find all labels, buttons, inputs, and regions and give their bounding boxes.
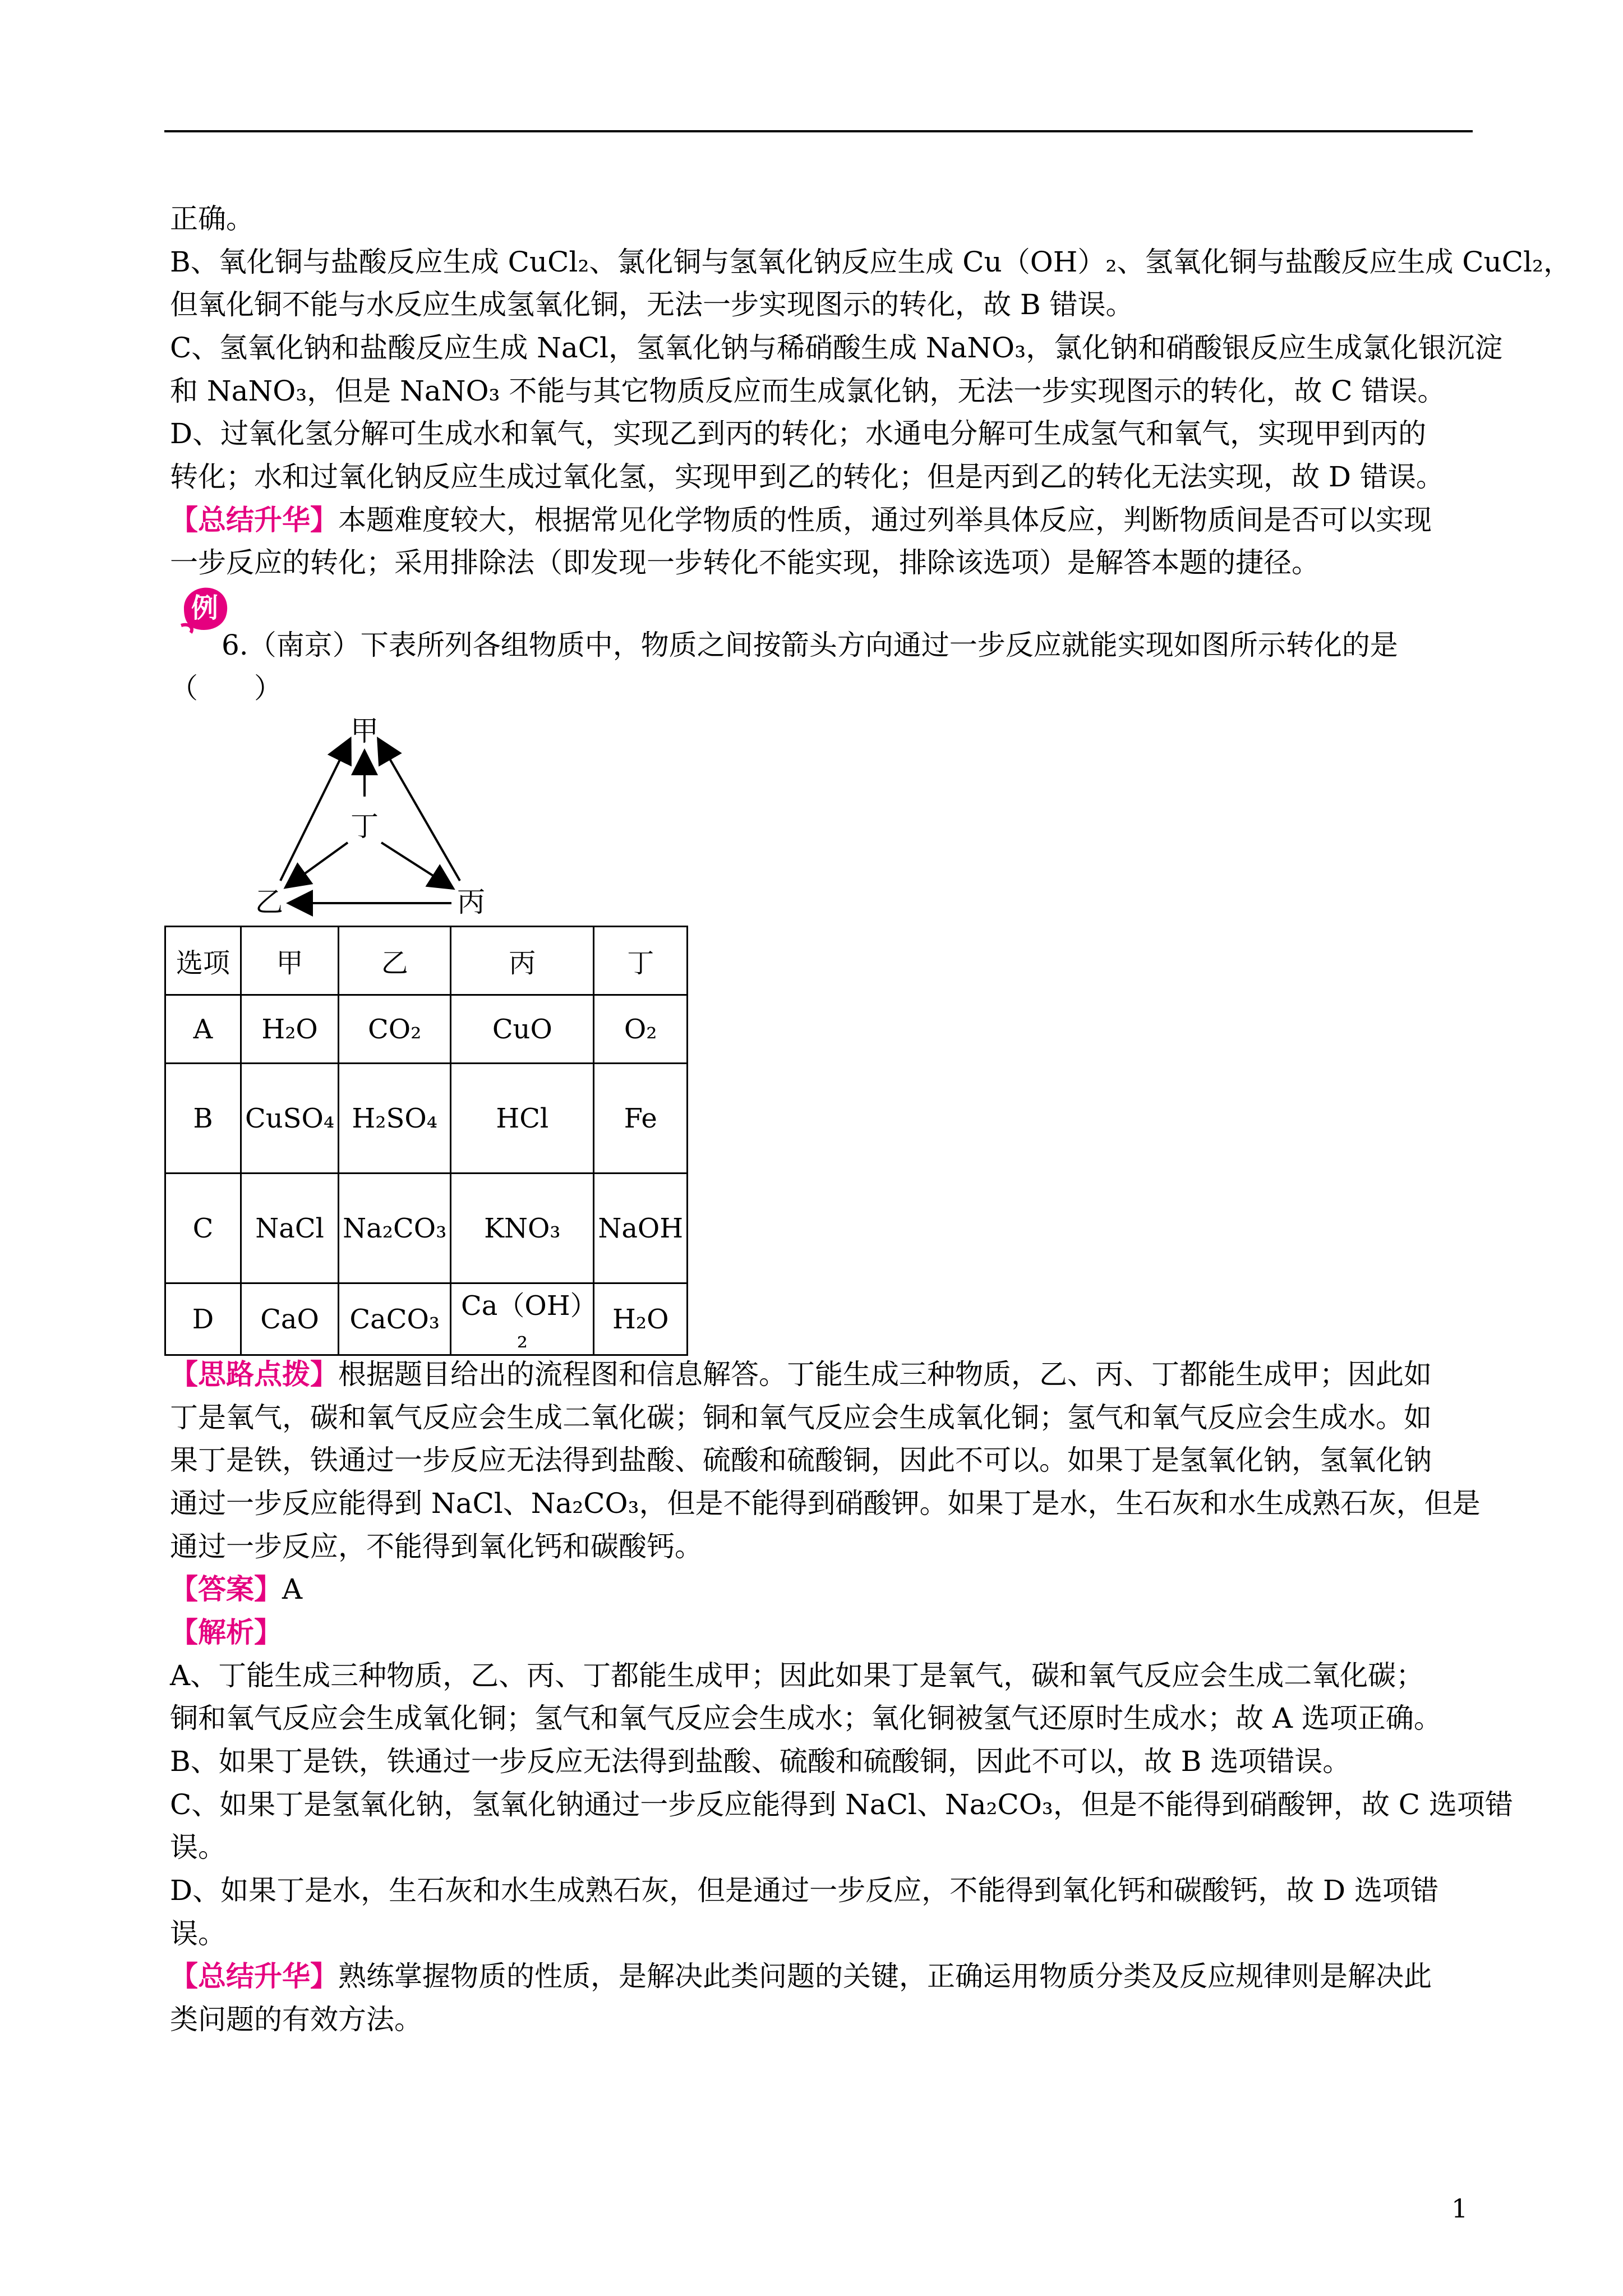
conversion-diagram	[247, 712, 505, 928]
answer-value: A	[282, 1573, 303, 1605]
hint-line: 丁是氧气，碳和氧气反应会生成二氧化碳；铜和氧气反应会生成氧化铜；氢气和氧气反应会生成水。如	[170, 1401, 1432, 1434]
analysis-line: D、如果丁是水，生石灰和水生成熟石灰，但是通过一步反应，不能得到氧化钙和碳酸钙，故 D 选项错	[170, 1874, 1438, 1907]
hint-line: 通过一步反应能得到 NaCl、Na₂CO₃，但是不能得到硝酸钾。如果丁是水，生石灰和水生成熟石灰，但是	[170, 1487, 1481, 1520]
table-cell: Fe	[594, 1064, 688, 1174]
summary-line: 类问题的有效方法。	[170, 2003, 422, 2036]
table-cell: NaOH	[594, 1174, 688, 1283]
node-jia: 甲	[351, 715, 379, 747]
table-cell: HCl	[451, 1064, 594, 1174]
table-cell: CuO	[451, 995, 594, 1064]
hint-line	[170, 1358, 1432, 1391]
analysis-line: B、如果丁是铁，铁通过一步反应无法得到盐酸、硫酸和硫酸铜，因此不可以，故 B 选项错误。	[170, 1745, 1351, 1778]
table-row	[165, 1174, 688, 1283]
table-cell: Na₂CO₃	[339, 1174, 451, 1283]
analysis-line: 误。	[170, 1831, 226, 1864]
text-line: C、氢氧化钠和盐酸反应生成 NaCl，氢氧化钠与稀硝酸生成 NaNO₃，氯化钠和硝酸银反应生成氯化银沉淀	[170, 332, 1503, 364]
summary-line	[170, 1959, 1432, 1993]
table-cell: O₂	[594, 995, 688, 1064]
table-header-cell: 丙	[451, 927, 594, 995]
arrow-bing-to-jia	[379, 740, 460, 881]
table-row	[165, 1064, 688, 1174]
text-line: 正确。	[170, 203, 254, 235]
table-cell: CO₂	[339, 995, 451, 1064]
analysis-line: A、丁能生成三种物质，乙、丙、丁都能生成甲；因此如果丁是氧气，碳和氧气反应会生成二氧化碳；	[170, 1659, 1424, 1692]
arrow-yi-to-jia	[280, 740, 349, 881]
summary-line	[170, 503, 1432, 537]
analysis-tag: 【解析】	[170, 1616, 282, 1649]
hint-line: 通过一步反应，不能得到氧化钙和碳酸钙。	[170, 1530, 703, 1563]
table-header-cell: 丁	[594, 927, 688, 995]
question-line: 6.（南京）下表所列各组物质中，物质之间按箭头方向通过一步反应就能实现如图所示转化的是	[222, 629, 1398, 661]
text-line: 转化；水和过氧化钠反应生成过氧化氢，实现甲到乙的转化；但是丙到乙的转化无法实现，故 D 错误。	[170, 461, 1444, 493]
table-cell: C	[165, 1174, 241, 1283]
answer-line	[170, 1572, 302, 1606]
table-row	[165, 1283, 688, 1355]
example-badge-label: 例	[191, 592, 219, 624]
node-yi: 乙	[255, 886, 283, 918]
table-cell: CuSO₄	[241, 1064, 339, 1174]
text-line: 但氧化铜不能与水反应生成氢氧化铜，无法一步实现图示的转化，故 B 错误。	[170, 288, 1134, 321]
summary-text: 本题难度较大，根据常见化学物质的性质，通过列举具体反应，判断物质间是否可以实现	[338, 504, 1432, 536]
table-cell: A	[165, 995, 241, 1064]
summary-text: 熟练掌握物质的性质，是解决此类问题的关键，正确运用物质分类及反应规律则是解决此	[338, 1960, 1432, 1993]
text-line: 和 NaNO₃，但是 NaNO₃ 不能与其它物质反应而生成氯化钠，无法一步实现图示的转化，故 C 错误。	[170, 375, 1446, 407]
table-cell: B	[165, 1064, 241, 1174]
table-cell: Ca（OH）₂	[451, 1283, 594, 1355]
node-bing: 丙	[457, 886, 485, 918]
table-header-cell: 乙	[339, 927, 451, 995]
text-line: B、氧化铜与盐酸反应生成 CuCl₂、氯化铜与氢氧化钠反应生成 Cu（OH）₂、氢氧化铜与盐酸反应生成 CuCl₂，	[170, 246, 1572, 278]
options-table	[164, 926, 688, 1356]
hint-text: 根据题目给出的流程图和信息解答。丁能生成三种物质，乙、丙、丁都能生成甲；因此如	[338, 1358, 1432, 1391]
table-cell: CaCO₃	[339, 1283, 451, 1355]
table-header-cell: 选项	[165, 927, 241, 995]
summary-tag: 【总结升华】	[170, 1959, 338, 1993]
table-row	[165, 995, 688, 1064]
hint-tag: 【思路点拨】	[170, 1358, 338, 1391]
table-cell: NaCl	[241, 1174, 339, 1283]
table-cell: H₂SO₄	[339, 1064, 451, 1174]
table-cell: H₂O	[241, 995, 339, 1064]
answer-tag: 【答案】	[170, 1572, 282, 1605]
table-header-cell: 甲	[241, 927, 339, 995]
table-header-row	[165, 927, 688, 995]
table-cell: D	[165, 1283, 241, 1355]
text-line: D、过氧化氢分解可生成水和氧气，实现乙到丙的转化；水通电分解可生成氢气和氧气，实现甲到丙的	[170, 417, 1427, 450]
table-cell: H₂O	[594, 1283, 688, 1355]
table-cell: CaO	[241, 1283, 339, 1355]
analysis-line: 误。	[170, 1917, 226, 1950]
hint-line: 果丁是铁，铁通过一步反应无法得到盐酸、硫酸和硫酸铜，因此不可以。如果丁是氢氧化钠，氢氧化钠	[170, 1444, 1432, 1476]
analysis-line: 铜和氧气反应会生成氧化铜；氢气和氧气反应会生成水；氧化铜被氢气还原时生成水；故 A 选项正确。	[170, 1702, 1442, 1734]
question-line: （ ）	[170, 672, 282, 705]
table-cell: KNO₃	[451, 1174, 594, 1283]
node-ding: 丁	[351, 810, 379, 843]
page-number: 1	[1451, 2193, 1468, 2224]
header-rule	[164, 130, 1473, 132]
summary-line: 一步反应的转化；采用排除法（即发现一步转化不能实现，排除该选项）是解答本题的捷径。	[170, 546, 1320, 579]
summary-tag: 【总结升华】	[170, 503, 338, 536]
analysis-line: C、如果丁是氢氧化钠，氢氧化钠通过一步反应能得到 NaCl、Na₂CO₃，但是不能得到硝酸钾，故 C 选项错	[170, 1788, 1513, 1821]
